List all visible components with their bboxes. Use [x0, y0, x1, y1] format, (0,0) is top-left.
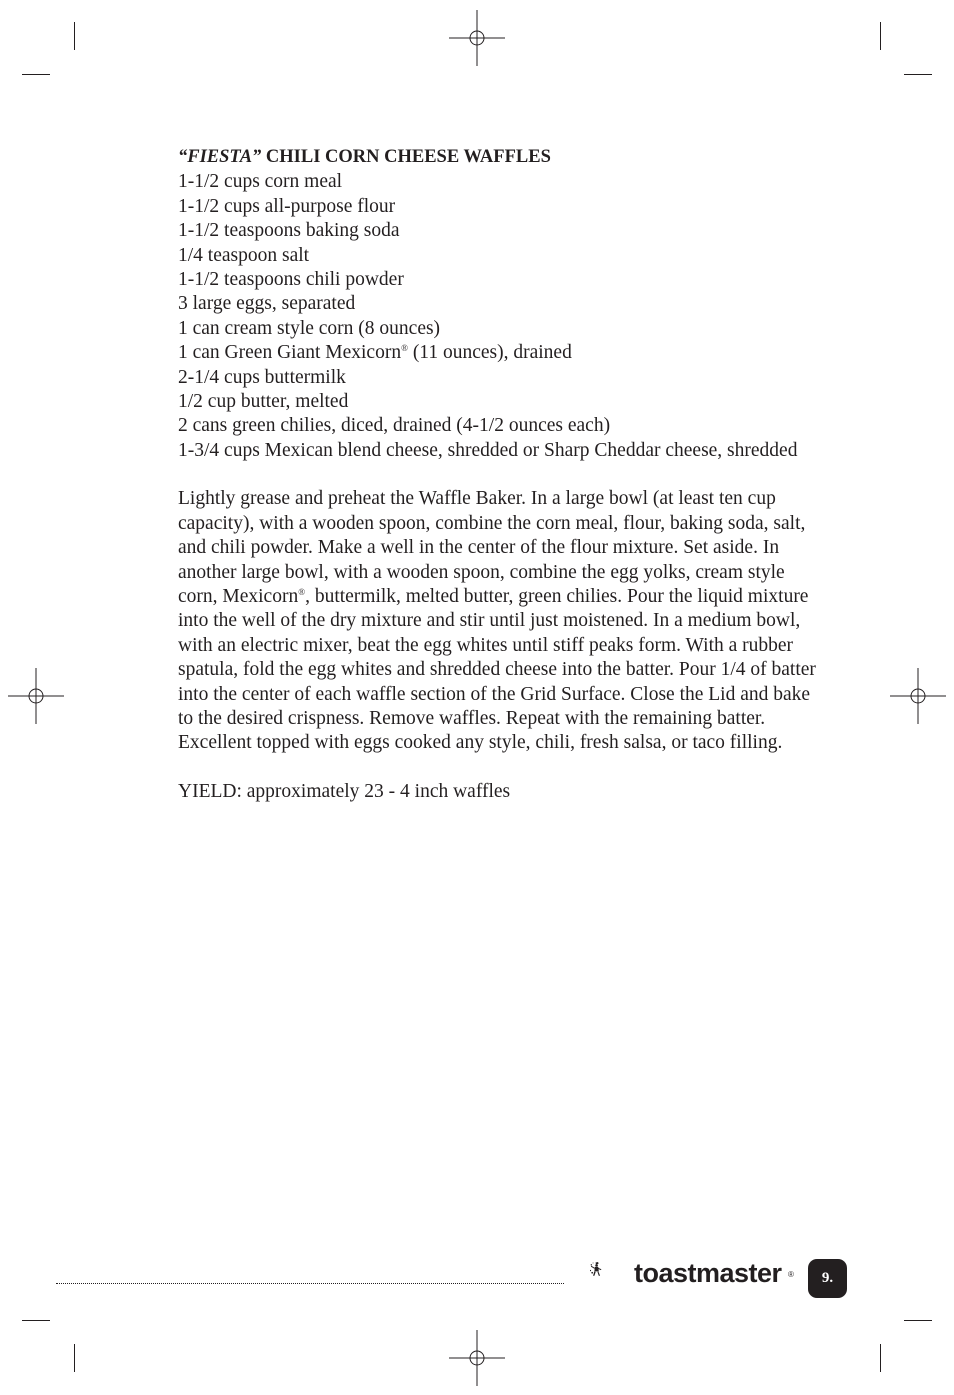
- crop-mark: [904, 74, 932, 75]
- footer-dotted-rule: [56, 1283, 564, 1284]
- ingredient-item: 2 cans green chilies, diced, drained (4-1/2 ounces each): [178, 415, 611, 437]
- recipe-title-italic: “FIESTA”: [178, 147, 262, 167]
- ingredient-item: 1/4 teaspoon salt: [178, 244, 310, 266]
- registered-mark: ®: [298, 586, 306, 597]
- page-number-badge: 9.: [808, 1259, 847, 1298]
- recipe-title: [178, 145, 818, 169]
- crop-mark: [74, 1344, 75, 1372]
- crop-mark: [22, 74, 50, 75]
- ingredient-item: 3 large eggs, separated: [178, 293, 356, 315]
- directions-part1: Lightly grease and preheat the Waffle Baker. In a large bowl (at least ten cup capacity), with a wooden spoon, combine the corn meal, flour, baking soda, salt, and chili powder. Make a well in the center of the flour mixture. Set aside. In another large bowl, with a wooden spoon, combine the egg yolks, cream style corn, Mexicorn: [178, 488, 806, 607]
- brand-registered-mark: ®: [788, 1270, 794, 1279]
- registration-mark-icon: [449, 1330, 505, 1386]
- recipe-directions: [178, 487, 818, 755]
- registration-mark-icon: [890, 668, 946, 724]
- ingredient-item: [178, 341, 818, 365]
- brand-logo: toastmaster: [634, 1258, 782, 1288]
- ingredient-list: [178, 170, 818, 463]
- recipe-title-rest: CHILI CORN CHEESE WAFFLES: [261, 147, 551, 167]
- ingredient-mexicorn-rest: (11 ounces), drained: [407, 342, 572, 364]
- ingredient-mexicorn-name: 1 can Green Giant Mexicorn: [178, 342, 402, 364]
- ingredient-item: 1-1/2 cups all-purpose flour: [178, 195, 396, 217]
- registration-mark-icon: [8, 668, 64, 724]
- registered-mark: ®: [401, 343, 408, 354]
- ingredient-item: 1-3/4 cups Mexican blend cheese, shredded or Sharp Cheddar cheese, shredded: [178, 439, 798, 461]
- registration-mark-icon: [449, 10, 505, 66]
- ingredient-item: 1-1/2 teaspoons baking soda: [178, 220, 400, 242]
- crop-mark: [22, 1320, 50, 1321]
- crop-mark: [904, 1320, 932, 1321]
- crop-mark: [880, 1344, 881, 1372]
- ingredient-item: 1 can cream style corn (8 ounces): [178, 317, 441, 339]
- ingredient-item: 2-1/4 cups buttermilk: [178, 366, 346, 388]
- chef-figure-icon: [590, 1236, 636, 1302]
- crop-mark: [880, 22, 881, 50]
- ingredient-item: 1/2 cup butter, melted: [178, 391, 349, 413]
- recipe-yield: YIELD: approximately 23 - 4 inch waffles: [178, 780, 511, 802]
- directions-part2: , buttermilk, melted butter, green chilies. Pour the liquid mixture into the well of the dry mixture and stir until just moistened. In a medium bowl, with an electric mixer, beat the egg whites until stiff peaks form. With a rubber spatula, fold the egg whites and shredded cheese into the batter. Pour 1/4 of batter into the center of each waffle section of the Grid Surface. Close the Lid and bake to the desired crispness. Remove waffles. Repeat with the remaining batter. Excellent topped with eggs cooked any style, chili, fresh salsa, or taco filling.: [178, 585, 816, 754]
- recipe: [178, 145, 818, 804]
- ingredient-item: 1-1/2 teaspoons chili powder: [178, 269, 404, 291]
- crop-mark: [74, 22, 75, 50]
- ingredient-item: 1-1/2 cups corn meal: [178, 171, 343, 193]
